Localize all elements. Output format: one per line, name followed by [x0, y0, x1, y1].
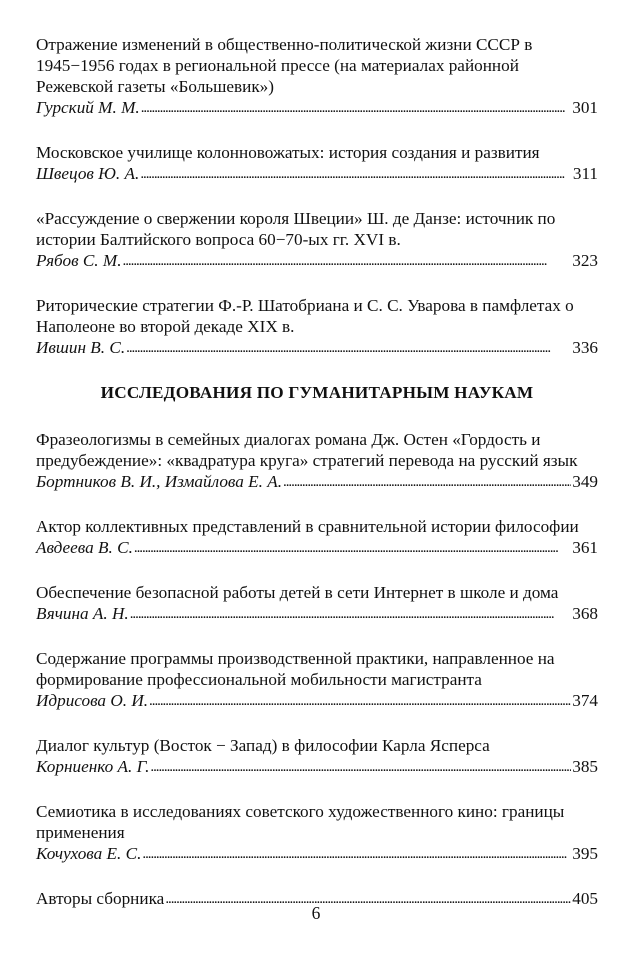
dot-leader	[141, 96, 572, 119]
author-line	[36, 250, 598, 273]
toc-entry	[36, 648, 598, 713]
page-number: 6	[311, 903, 321, 923]
toc-entry	[36, 142, 598, 186]
author-line	[36, 843, 598, 866]
toc-entry	[36, 582, 598, 626]
toc-entry	[36, 801, 598, 866]
entry-title: Фразеологизмы в семейных диалогах романа Дж. Остен «Гордость и предубеждение»: «квадратура круга» стратегий перевода на русский язык	[36, 430, 578, 470]
toc-entry	[36, 429, 598, 494]
dot-leader	[149, 689, 571, 712]
entry-author: Гурский М. М.	[36, 98, 140, 117]
author-line	[36, 690, 598, 713]
author-line	[36, 97, 598, 120]
entry-page: 349	[572, 472, 598, 491]
toc-entry	[36, 295, 598, 360]
entry-title: Содержание программы производственной практики, направленное на формирование профессиональной мобильности магистранта	[36, 649, 555, 689]
entry-author: Швецов Ю. А.	[36, 164, 140, 183]
dot-leader	[123, 249, 572, 272]
author-line	[36, 603, 598, 626]
entry-author: Рябов С. М.	[36, 251, 122, 270]
entry-title: Обеспечение безопасной работы детей в сети Интернет в школе и дома	[36, 583, 559, 602]
table-of-contents	[36, 34, 598, 933]
entry-page: 301	[572, 98, 598, 117]
entry-title: Семиотика в исследованиях советского художественного кино: границы применения	[36, 802, 565, 842]
entry-page: 405	[572, 889, 598, 908]
entry-title: Диалог культур (Восток − Запад) в философии Карла Ясперса	[36, 736, 490, 755]
dot-leader	[134, 536, 571, 559]
dot-leader	[140, 162, 572, 185]
author-line	[36, 756, 598, 779]
entry-author: Вячина А. Н.	[36, 604, 129, 623]
entry-title: Отражение изменений в общественно-политической жизни СССР в 1945−1956 годах в региональной прессе (на материалах районной Режевской газеты «Большевик»)	[36, 35, 533, 96]
entry-title: «Рассуждение о свержении короля Швеции» Ш. де Данзе: источник по истории Балтийского вопроса 60−70-ых гг. XVI в.	[36, 209, 556, 249]
entry-author: Корниенко А. Г.	[36, 757, 150, 776]
entry-title: Московское училище колонновожатых: история создания и развития	[36, 143, 540, 162]
entry-page: 311	[572, 164, 598, 183]
entry-page: 385	[572, 757, 598, 776]
entry-title: Актор коллективных представлений в сравнительной истории философии	[36, 517, 579, 536]
author-line	[36, 337, 598, 360]
toc-entry	[36, 208, 598, 273]
dot-leader	[142, 842, 571, 865]
entry-title: Риторические стратегии Ф.-Р. Шатобриана и С. С. Уварова в памфлетах о Наполеоне во второй декаде XIX в.	[36, 296, 574, 336]
dot-leader	[283, 470, 571, 493]
toc-entry	[36, 516, 598, 560]
section-heading: ИССЛЕДОВАНИЯ ПО ГУМАНИТАРНЫМ НАУКАМ	[100, 383, 534, 402]
author-line	[36, 537, 598, 560]
entry-author: Ившин В. С.	[36, 338, 126, 357]
dot-leader	[130, 602, 572, 625]
entry-author: Бортников В. И., Измайлова Е. А.	[36, 472, 283, 491]
entry-page: 374	[572, 691, 598, 710]
entry-author: Кочухова Е. С.	[36, 844, 142, 863]
dot-leader	[126, 336, 571, 359]
entry-author: Идрисова О. И.	[36, 691, 149, 710]
entry-page: 395	[572, 844, 598, 863]
toc-entry	[36, 34, 598, 120]
entry-page: 361	[572, 538, 598, 557]
toc-entry	[36, 735, 598, 779]
author-line	[36, 471, 598, 494]
entry-page: 336	[572, 338, 598, 357]
entry-page: 323	[572, 251, 598, 270]
entry-author: Авдеева В. С.	[36, 538, 133, 557]
authors-label: Авторы сборника	[36, 889, 165, 908]
author-line	[36, 163, 598, 186]
dot-leader	[150, 755, 571, 778]
entry-page: 368	[572, 604, 598, 623]
